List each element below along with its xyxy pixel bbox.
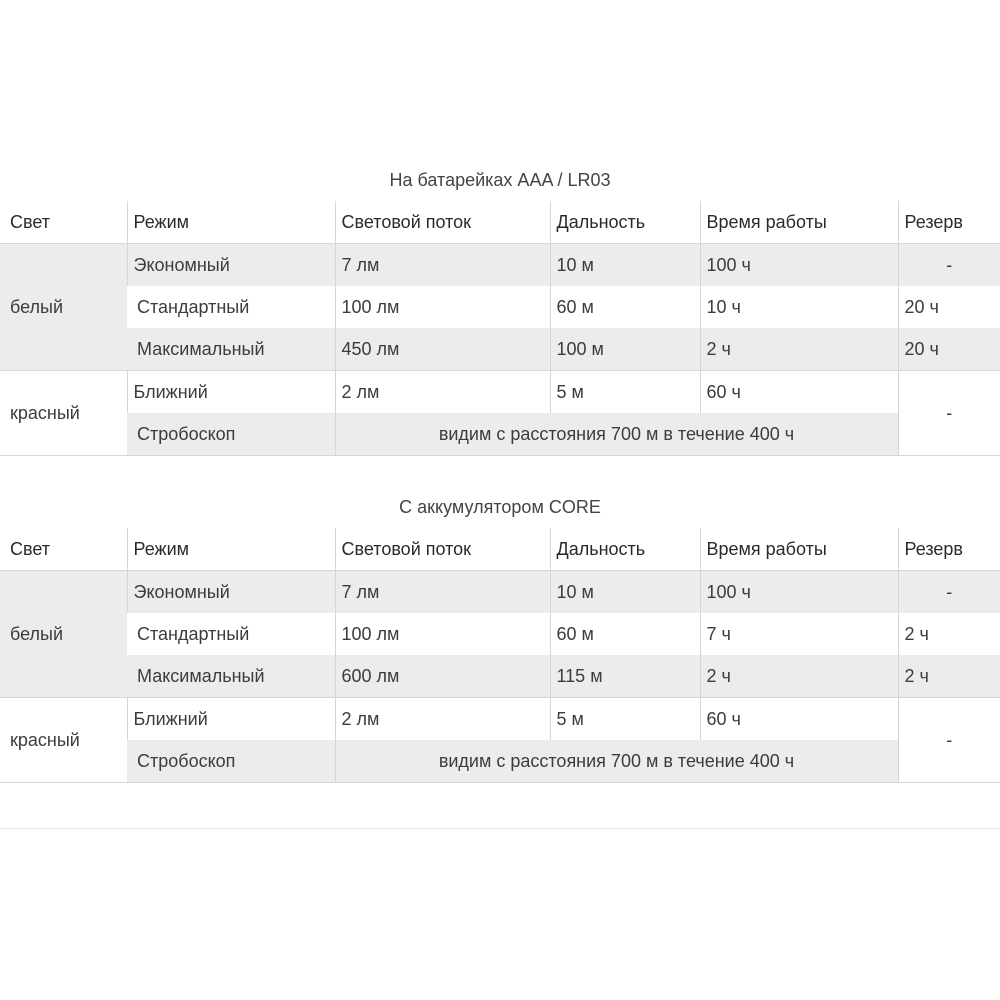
light-cell-white: белый bbox=[0, 244, 127, 371]
table-row bbox=[0, 613, 1000, 655]
spec-section-battery bbox=[0, 159, 1000, 456]
time-cell: 60 ч bbox=[700, 371, 898, 414]
light-cell-red: красный bbox=[0, 698, 127, 783]
light-cell-white: белый bbox=[0, 571, 127, 698]
time-cell: 2 ч bbox=[700, 328, 898, 371]
header-light: Свет bbox=[0, 201, 127, 244]
range-cell: 5 м bbox=[550, 371, 700, 414]
range-cell: 60 м bbox=[550, 286, 700, 328]
time-cell: 100 ч bbox=[700, 244, 898, 287]
range-cell: 10 м bbox=[550, 571, 700, 614]
table-row bbox=[0, 286, 1000, 328]
spec-section-accumulator bbox=[0, 486, 1000, 783]
reserve-cell: - bbox=[898, 698, 1000, 783]
table-row bbox=[0, 328, 1000, 371]
header-light: Свет bbox=[0, 528, 127, 571]
time-cell: 7 ч bbox=[700, 613, 898, 655]
mode-cell: Максимальный bbox=[127, 328, 335, 371]
range-cell: 5 м bbox=[550, 698, 700, 741]
table-row bbox=[0, 244, 1000, 287]
light-cell-red: красный bbox=[0, 371, 127, 456]
table-header-row bbox=[0, 528, 1000, 571]
table-header-row bbox=[0, 201, 1000, 244]
flux-cell: 2 лм bbox=[335, 371, 550, 414]
mode-cell: Максимальный bbox=[127, 655, 335, 698]
header-flux: Световой поток bbox=[335, 201, 550, 244]
time-cell: 100 ч bbox=[700, 571, 898, 614]
reserve-cell: - bbox=[898, 371, 1000, 456]
mode-cell: Стандартный bbox=[127, 613, 335, 655]
spec-table-accumulator bbox=[0, 528, 1000, 783]
range-cell: 100 м bbox=[550, 328, 700, 371]
table-row bbox=[0, 571, 1000, 614]
reserve-cell: - bbox=[898, 244, 1000, 287]
flux-cell: 7 лм bbox=[335, 571, 550, 614]
table-row bbox=[0, 655, 1000, 698]
mode-cell: Стандартный bbox=[127, 286, 335, 328]
mode-cell: Экономный bbox=[127, 571, 335, 614]
mode-cell: Стробоскоп bbox=[127, 413, 335, 456]
range-cell: 10 м bbox=[550, 244, 700, 287]
header-reserve: Резерв bbox=[898, 528, 1000, 571]
reserve-cell: 2 ч bbox=[898, 613, 1000, 655]
reserve-cell: - bbox=[898, 571, 1000, 614]
reserve-cell: 20 ч bbox=[898, 286, 1000, 328]
time-cell: 2 ч bbox=[700, 655, 898, 698]
flux-cell: 600 лм bbox=[335, 655, 550, 698]
flux-cell: 7 лм bbox=[335, 244, 550, 287]
flux-cell: 100 лм bbox=[335, 613, 550, 655]
flux-cell: 2 лм bbox=[335, 698, 550, 741]
mode-cell: Ближний bbox=[127, 371, 335, 414]
reserve-cell: 20 ч bbox=[898, 328, 1000, 371]
strobe-note-cell: видим с расстояния 700 м в течение 400 ч bbox=[335, 413, 898, 456]
flux-cell: 100 лм bbox=[335, 286, 550, 328]
table-row bbox=[0, 371, 1000, 414]
table-row bbox=[0, 698, 1000, 741]
table-row bbox=[0, 413, 1000, 456]
flux-cell: 450 лм bbox=[335, 328, 550, 371]
range-cell: 60 м bbox=[550, 613, 700, 655]
mode-cell: Стробоскоп bbox=[127, 740, 335, 783]
header-mode: Режим bbox=[127, 201, 335, 244]
header-range: Дальность bbox=[550, 528, 700, 571]
reserve-cell: 2 ч bbox=[898, 655, 1000, 698]
table-row bbox=[0, 740, 1000, 783]
spec-table-battery bbox=[0, 201, 1000, 456]
mode-cell: Ближний bbox=[127, 698, 335, 741]
strobe-note-cell: видим с расстояния 700 м в течение 400 ч bbox=[335, 740, 898, 783]
header-flux: Световой поток bbox=[335, 528, 550, 571]
header-mode: Режим bbox=[127, 528, 335, 571]
divider bbox=[0, 828, 1000, 829]
header-range: Дальность bbox=[550, 201, 700, 244]
header-reserve: Резерв bbox=[898, 201, 1000, 244]
time-cell: 60 ч bbox=[700, 698, 898, 741]
time-cell: 10 ч bbox=[700, 286, 898, 328]
table-caption: С аккумулятором CORE bbox=[399, 497, 601, 517]
table-caption: На батарейках AAA / LR03 bbox=[389, 170, 611, 190]
mode-cell: Экономный bbox=[127, 244, 335, 287]
range-cell: 115 м bbox=[550, 655, 700, 698]
header-time: Время работы bbox=[700, 528, 898, 571]
header-time: Время работы bbox=[700, 201, 898, 244]
